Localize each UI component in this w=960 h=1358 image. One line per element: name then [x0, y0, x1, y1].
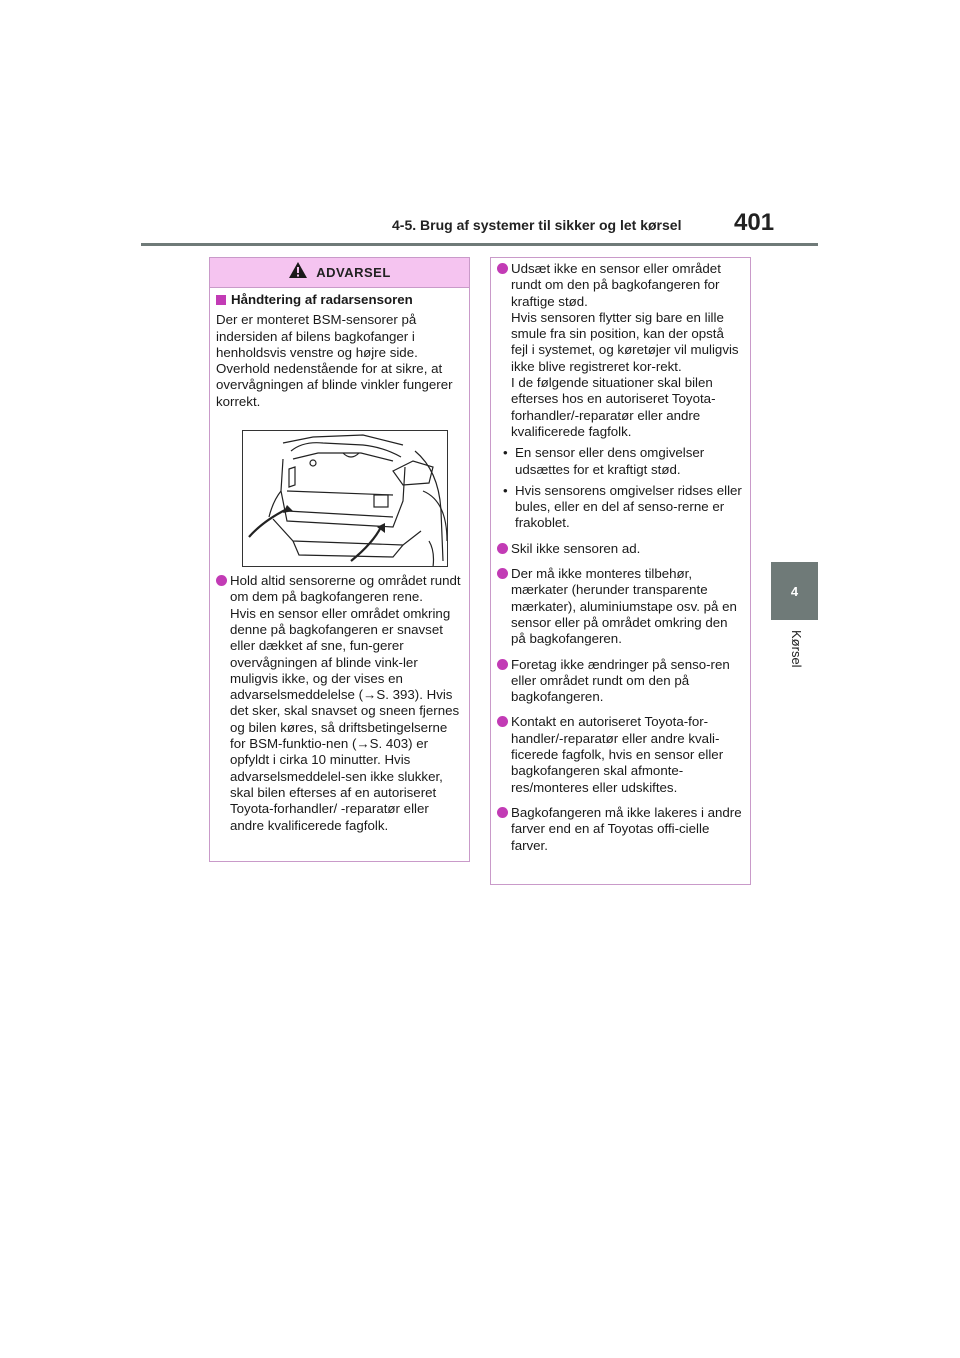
chapter-number: 4: [790, 583, 799, 599]
sub-list-item: • En sensor eller dens omgivelser udsættes for et kraftigt stød.: [503, 445, 705, 477]
list-item: Kontakt en autoriseret Toyota-for-handler/-reparatør eller andre kvali-ficerede fagfolk, hvis en sensor eller bagkofangeren skal afmonte-res/monteres eller udskiftes.: [497, 714, 742, 795]
warning-section-title: Håndtering af radarsensoren: [216, 292, 461, 308]
list-item: Hold altid sensorerne og området rundt om dem på bagkofangeren rene. Hvis en sensor eller området omkring denne på bagkofangeren er snavset eller dækket af sne, fun-gerer overvågningen af blinde vink-ler muligvis ikke, og der vises en advarselsmeddelelse (→S. 393). Hvis det sker, skal snavset og sneen fjernes og bilen køres, så driftsbetingelserne for BSM-funktio-nen (→S. 403) er opfyldt i cirka 10 minutter. Hvis advarselsmeddelel-sen ikke slukker, skal bilen efterses af en autoriseret Toyota-forhandler/ -reparatør eller andre kvalificerede fagfolk.: [216, 573, 461, 834]
round-bullet-icon: [497, 568, 508, 579]
list-item: Bagkofangeren må ikke lakeres i andre farver end en af Toyotas offi-cielle farver.: [497, 805, 742, 854]
round-bullet-icon: [497, 659, 508, 670]
page-number: 401: [734, 209, 775, 236]
rear-bumper-illustration: [242, 430, 448, 567]
list-item: Udsæt ikke en sensor eller området rundt om den på bagkofangeren for kraftige stød. Hvis sensoren flytter sig bare en lille smule fra sin position, kan der opstå fejl i systemet, og køretøjer vil muligvis ikke blive registreret kor-rekt. I de følgende situationer skal bilen efterses hos en autoriseret Toyota-forhandler/-reparatør eller andre kvalificerede fagfolk.: [497, 261, 742, 440]
sub-list-item: • Hvis sensorens omgivelser ridses eller bules, eller en del af senso-rerne er frakoblet.: [503, 482, 742, 531]
section-header-title: 4-5. Brug af systemer til sikker og let kørsel: [392, 217, 682, 233]
list-item: Foretag ikke ændringer på senso-ren eller området rundt om den på bagkofangeren.: [497, 657, 742, 706]
round-bullet-icon: [216, 575, 227, 586]
chapter-label: Kørsel: [789, 630, 804, 668]
round-bullet-icon: [497, 263, 508, 274]
warning-header: [210, 258, 469, 288]
chapter-tab: [771, 562, 818, 620]
round-bullet-icon: [497, 716, 508, 727]
warning-box-left: [209, 257, 470, 862]
list-item: Der må ikke monteres tilbehør, mærkater (herunder transparente mærkater), aluminiumstape osv. på en sensor eller på området omkring den på bagkofangeren.: [497, 566, 742, 647]
list-item: Skil ikke sensoren ad.: [497, 541, 742, 557]
header-rule: [141, 243, 818, 246]
arrow-right-icon: →: [356, 736, 370, 752]
arrow-right-icon: →: [363, 687, 377, 703]
warning-intro: Der er monteret BSM-sensorer på indersiden af bilens bagkofanger i henholdsvis venstre og højre side. Overhold nedenstående for at sikre, at overvågningen af blinde vinkler fungerer korrekt.: [216, 312, 453, 409]
round-bullet-icon: [497, 543, 508, 554]
warning-box-right: [490, 257, 751, 885]
warning-triangle-icon: [288, 261, 308, 284]
warning-label: ADVARSEL: [316, 265, 391, 280]
square-bullet-icon: [216, 295, 226, 305]
round-bullet-icon: [497, 807, 508, 818]
